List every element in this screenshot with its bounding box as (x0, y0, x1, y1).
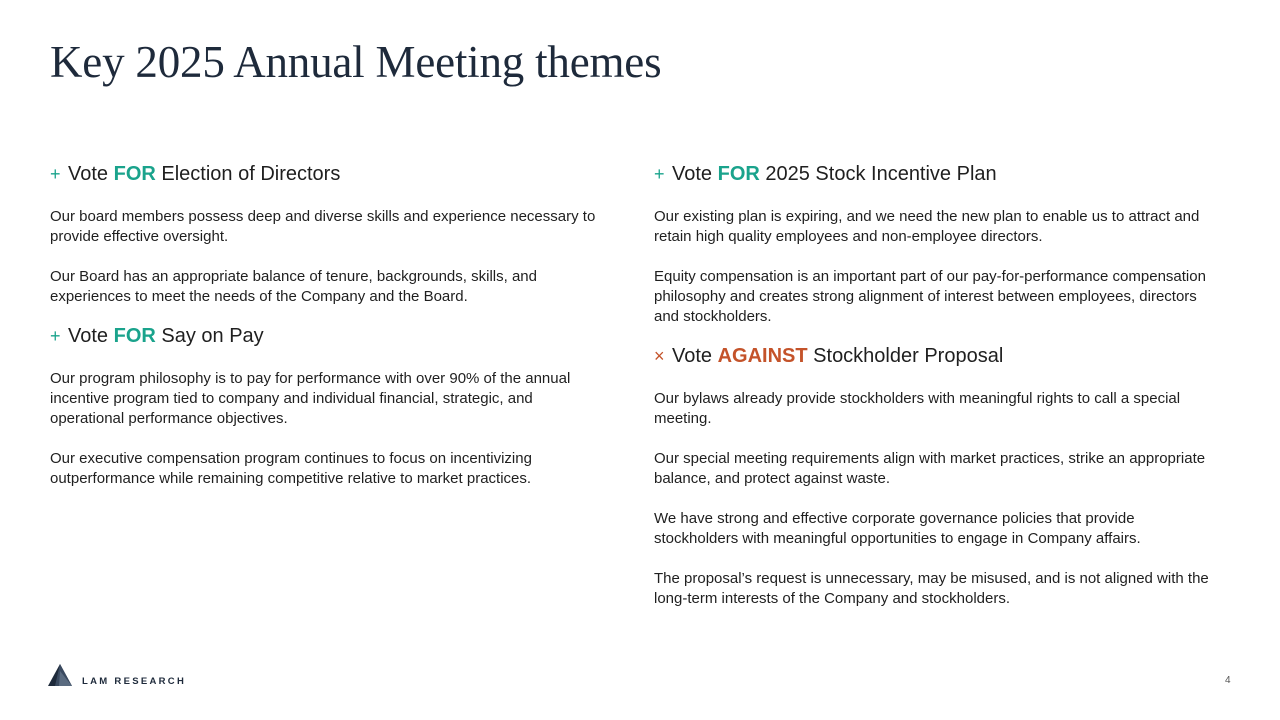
heading-prefix: Vote (68, 325, 114, 347)
footer-brand: LAM RESEARCH (82, 676, 187, 687)
heading-prefix: Vote (672, 345, 718, 367)
section-stockholder-proposal (654, 343, 1214, 609)
paragraph: Our existing plan is expiring, and we need the new plan to enable us to attract and retain high quality employees and non-employee directors. (654, 208, 1200, 245)
page-number: 4 (1225, 675, 1231, 686)
plus-icon: + (50, 164, 61, 184)
paragraph: Our program philosophy is to pay for performance with over 90% of the annual incentive program tied to company and individual financial, strategic, and operational performance objectives. (50, 370, 571, 427)
section-stock-incentive-plan (654, 161, 1214, 327)
paragraph: We have strong and effective corporate governance policies that provide stockholders with meaningful opportunities to engage in Company affairs. (654, 510, 1141, 547)
heading-topic: Stockholder Proposal (807, 345, 1004, 367)
section-heading (50, 161, 600, 187)
heading-prefix: Vote (672, 163, 718, 185)
vote-keyword: FOR (717, 163, 760, 185)
vote-keyword: AGAINST (717, 345, 808, 367)
heading-prefix: Vote (68, 163, 114, 185)
section-heading (50, 323, 600, 349)
heading-topic: Election of Directors (155, 163, 341, 185)
page-title: Key 2025 Annual Meeting themes (50, 37, 662, 87)
vote-keyword: FOR (113, 325, 156, 347)
heading-topic: Say on Pay (155, 325, 264, 347)
cross-icon: × (654, 346, 665, 366)
lam-logo-icon (47, 663, 73, 687)
paragraph: Our board members possess deep and diverse skills and experience necessary to provide effective oversight. (50, 208, 596, 245)
plus-icon: + (50, 326, 61, 346)
paragraph: Equity compensation is an important part of our pay-for-performance compensation philosophy and creates strong alignment of interest between employees, directors and stockholders. (654, 268, 1206, 325)
paragraph: The proposal’s request is unnecessary, may be misused, and is not aligned with the long-term interests of the Company and stockholders. (654, 570, 1209, 607)
section-election-of-directors (50, 161, 600, 307)
paragraph: Our special meeting requirements align with market practices, strike an appropriate balance, and protect against waste. (654, 450, 1206, 487)
vote-keyword: FOR (113, 163, 156, 185)
section-say-on-pay (50, 323, 600, 489)
right-column (654, 161, 1214, 625)
paragraph: Our bylaws already provide stockholders with meaningful rights to call a special meeting. (654, 390, 1181, 427)
paragraph: Our executive compensation program continues to focus on incentivizing outperformance while remaining competitive relative to market practices. (50, 450, 532, 487)
section-heading (654, 161, 1214, 187)
left-column (50, 161, 600, 505)
heading-topic: 2025 Stock Incentive Plan (759, 163, 997, 185)
paragraph: Our Board has an appropriate balance of tenure, backgrounds, skills, and experiences to meet the needs of the Company and the Board. (50, 268, 537, 305)
section-heading (654, 343, 1214, 369)
plus-icon: + (654, 164, 665, 184)
